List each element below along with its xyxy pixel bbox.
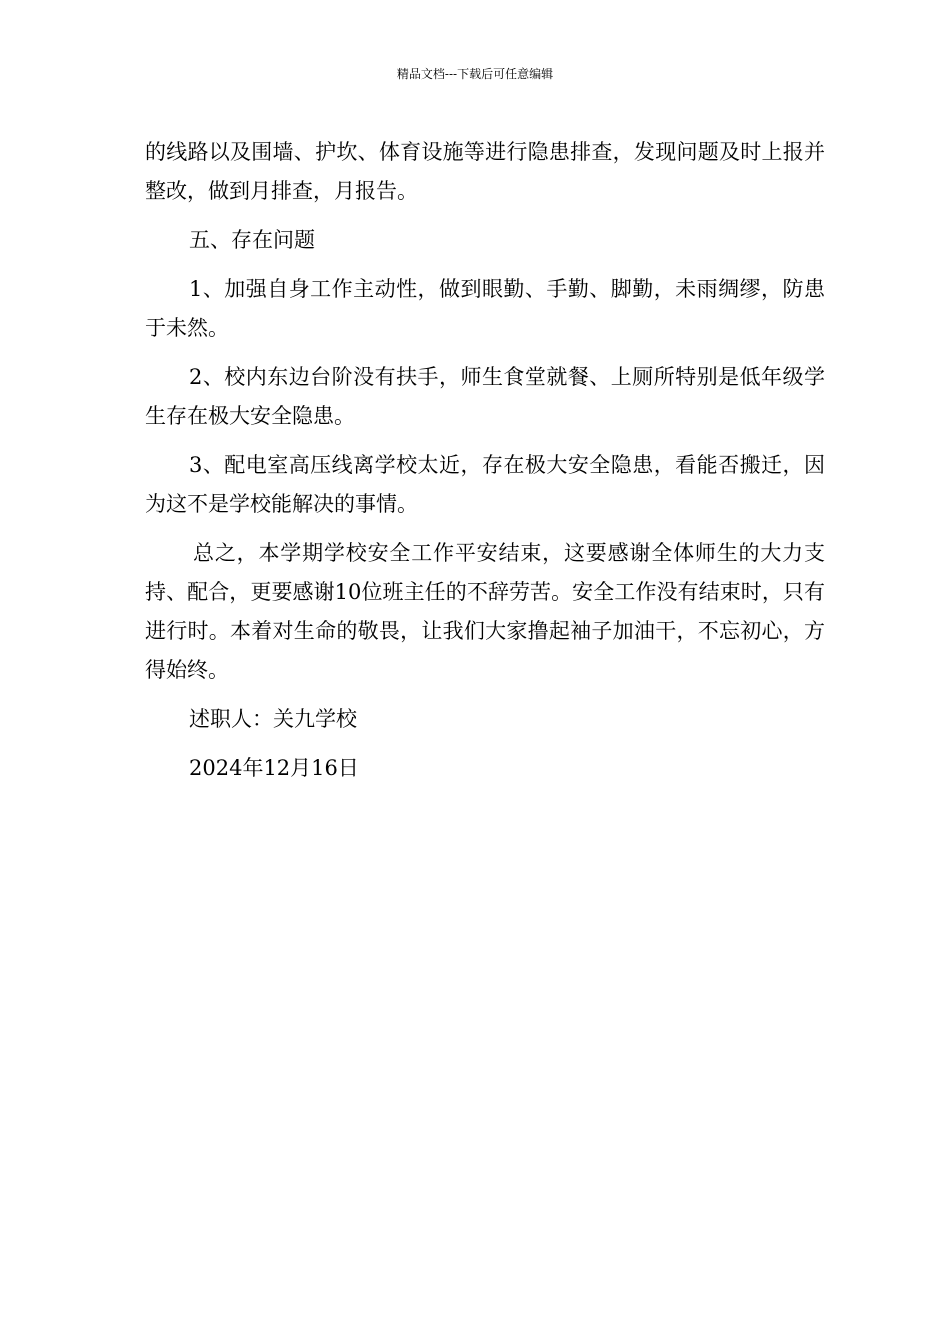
date-line: 2024年12月16日 bbox=[189, 756, 359, 780]
paragraph-continuation: 的线路以及围墙、护坎、体育设施等进行隐患排查，发现问题及时上报并整改，做到月排查，月报告。 bbox=[145, 140, 825, 203]
paragraph-issue-3: 3、配电室高压线离学校太近，存在极大安全隐患，看能否搬迁，因为这不是学校能解决的事情。 bbox=[145, 453, 825, 516]
signature-line: 述职人：关九学校 bbox=[189, 707, 357, 731]
paragraph-issue-1: 1、加强自身工作主动性，做到眼勤、手勤、脚勤，未雨绸缪，防患于未然。 bbox=[145, 277, 825, 340]
paragraph-summary: 总之，本学期学校安全工作平安结束，这要感谢全体师生的大力支持、配合，更要感谢10位班主任的不辞劳苦。安全工作没有结束时，只有进行时。本着对生命的敬畏，让我们大家撸起袖子加油干，不忘初心，方得始终。 bbox=[145, 541, 825, 682]
page-header: 精品文档---下载后可任意编辑 bbox=[396, 67, 554, 81]
document-body bbox=[145, 133, 825, 798]
paragraph-issue-2: 2、校内东边台阶没有扶手，师生食堂就餐、上厕所特别是低年级学生存在极大安全隐患。 bbox=[145, 365, 825, 428]
section-heading: 五、存在问题 bbox=[189, 228, 315, 252]
